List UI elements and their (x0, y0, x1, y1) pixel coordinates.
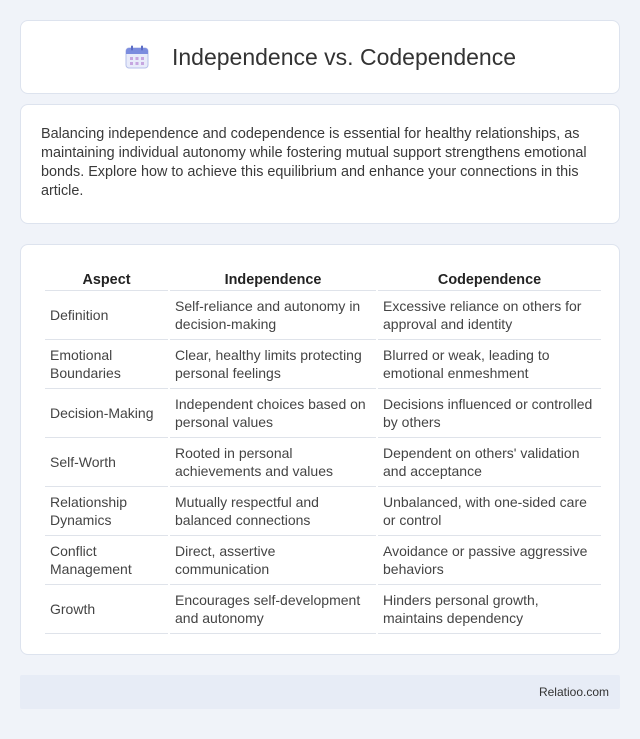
cell-independence: Rooted in personal achievements and values (170, 438, 376, 487)
table-row (45, 389, 601, 438)
calendar-icon (124, 44, 150, 70)
table-row (45, 438, 601, 487)
cell-codependence: Excessive reliance on others for approval and identity (378, 291, 601, 340)
page-title: Independence vs. Codependence (171, 43, 516, 70)
intro-paragraph: Balancing independence and codependence is essential for healthy relationships, as maintaining individual autonomy while fostering mutual support strengthens emotional bonds. Explore how to achieve this equilibrium and enhance your connections in this article. (41, 126, 587, 199)
header-codependence: Codependence (378, 265, 601, 291)
cell-codependence: Blurred or weak, leading to emotional enmeshment (378, 340, 601, 389)
comparison-table (43, 265, 603, 634)
cell-aspect: Self-Worth (45, 438, 168, 487)
footer (20, 675, 620, 709)
cell-independence: Direct, assertive communication (170, 536, 376, 585)
intro-card (20, 104, 620, 224)
header-independence: Independence (170, 265, 376, 291)
footer-brand[interactable]: Relatioo.com (538, 685, 609, 699)
cell-codependence: Unbalanced, with one-sided care or control (378, 487, 601, 536)
cell-aspect: Emotional Boundaries (45, 340, 168, 389)
cell-codependence: Hinders personal growth, maintains dependency (378, 585, 601, 634)
cell-aspect: Relationship Dynamics (45, 487, 168, 536)
table-row (45, 585, 601, 634)
table-row (45, 487, 601, 536)
header-aspect: Aspect (45, 265, 168, 291)
cell-codependence: Dependent on others' validation and acceptance (378, 438, 601, 487)
cell-independence: Clear, healthy limits protecting personal feelings (170, 340, 376, 389)
table-row (45, 340, 601, 389)
cell-independence: Encourages self-development and autonomy (170, 585, 376, 634)
cell-codependence: Avoidance or passive aggressive behaviors (378, 536, 601, 585)
cell-aspect: Conflict Management (45, 536, 168, 585)
title-card (20, 20, 620, 94)
cell-aspect: Decision-Making (45, 389, 168, 438)
table-header-row (45, 265, 601, 291)
cell-independence: Mutually respectful and balanced connections (170, 487, 376, 536)
cell-aspect: Definition (45, 291, 168, 340)
cell-independence: Self-reliance and autonomy in decision-making (170, 291, 376, 340)
table-row (45, 536, 601, 585)
comparison-card (20, 244, 620, 655)
cell-aspect: Growth (45, 585, 168, 634)
title-row (124, 44, 516, 71)
table-row (45, 291, 601, 340)
cell-independence: Independent choices based on personal values (170, 389, 376, 438)
cell-codependence: Decisions influenced or controlled by others (378, 389, 601, 438)
